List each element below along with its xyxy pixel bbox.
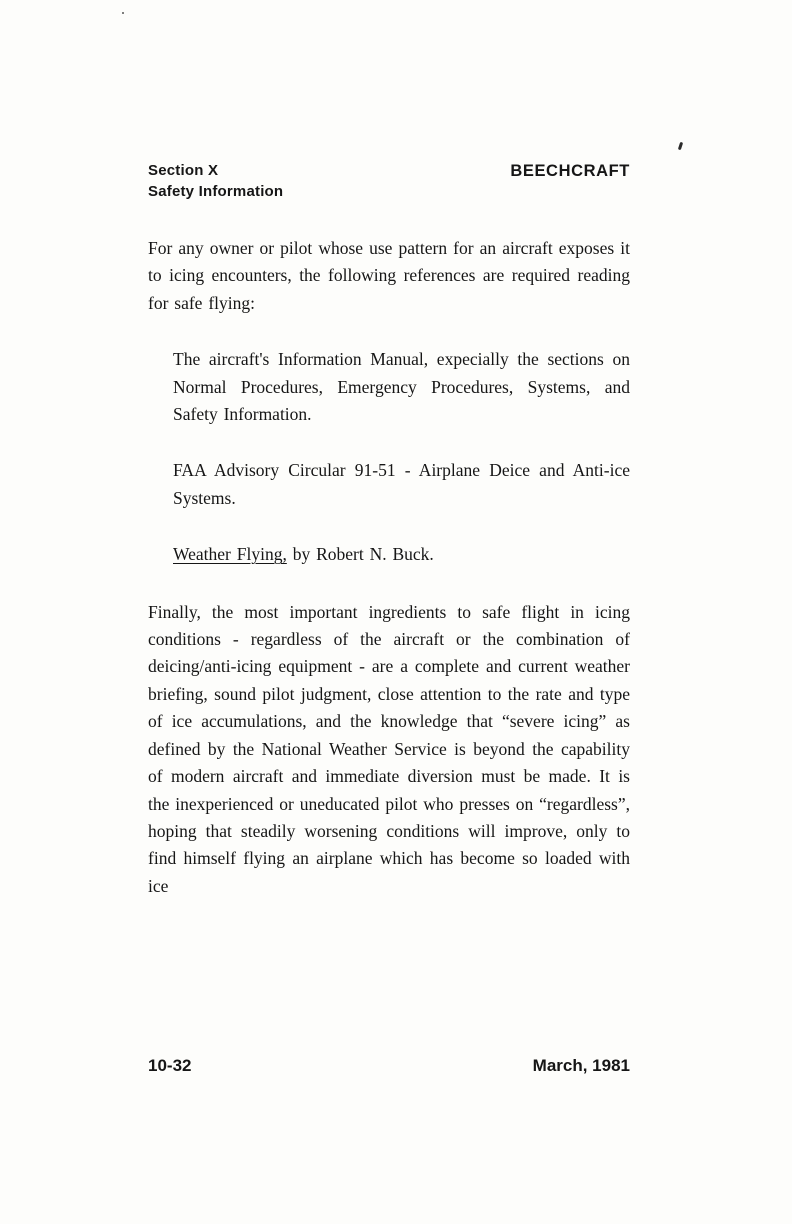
scan-speck [122, 12, 124, 14]
book-author: by Robert N. Buck. [286, 544, 434, 565]
brand-name: BEECHCRAFT [510, 162, 630, 180]
scan-mark [678, 142, 683, 151]
page-footer [148, 1056, 630, 1076]
section-title: Safety Information [148, 183, 284, 200]
body-text [148, 235, 630, 900]
page-header [148, 160, 630, 202]
page-content [148, 160, 630, 900]
reference-item-weather-flying [173, 541, 630, 568]
revision-date: March, 1981 [532, 1056, 630, 1075]
book-title: Weather Flying, [173, 544, 287, 565]
page-number: 10-32 [148, 1056, 192, 1075]
closing-paragraph: Finally, the most important ingredients to safe flight in icing conditions - regardless of the aircraft or the combination of deicing/anti-icing equipment - are a complete and current weather briefing, sound pilot judgment, close attention to the rate and type of ice accumulations, and the knowledge that “severe icing” as defined by the National Weather Service is beyond the capability of modern aircraft and immediate diversion must be made. It is the inexperienced or uneducated pilot who presses on “regardless”, hoping that steadily worsening conditions will improve, only to find himself flying an airplane which has become so loaded with ice [148, 601, 630, 896]
reference-item-faa-circular: FAA Advisory Circular 91-51 - Airplane Deice and Anti-ice Systems. [173, 460, 630, 508]
intro-paragraph: For any owner or pilot whose use pattern for an aircraft exposes it to icing encounters, the following references are required reading for safe flying: [148, 238, 630, 313]
reference-item-manual: The aircraft's Information Manual, expecially the sections on Normal Procedures, Emergency Procedures, Systems, and Safety Information. [173, 349, 630, 425]
section-heading [148, 160, 283, 202]
section-number: Section X [148, 162, 219, 179]
